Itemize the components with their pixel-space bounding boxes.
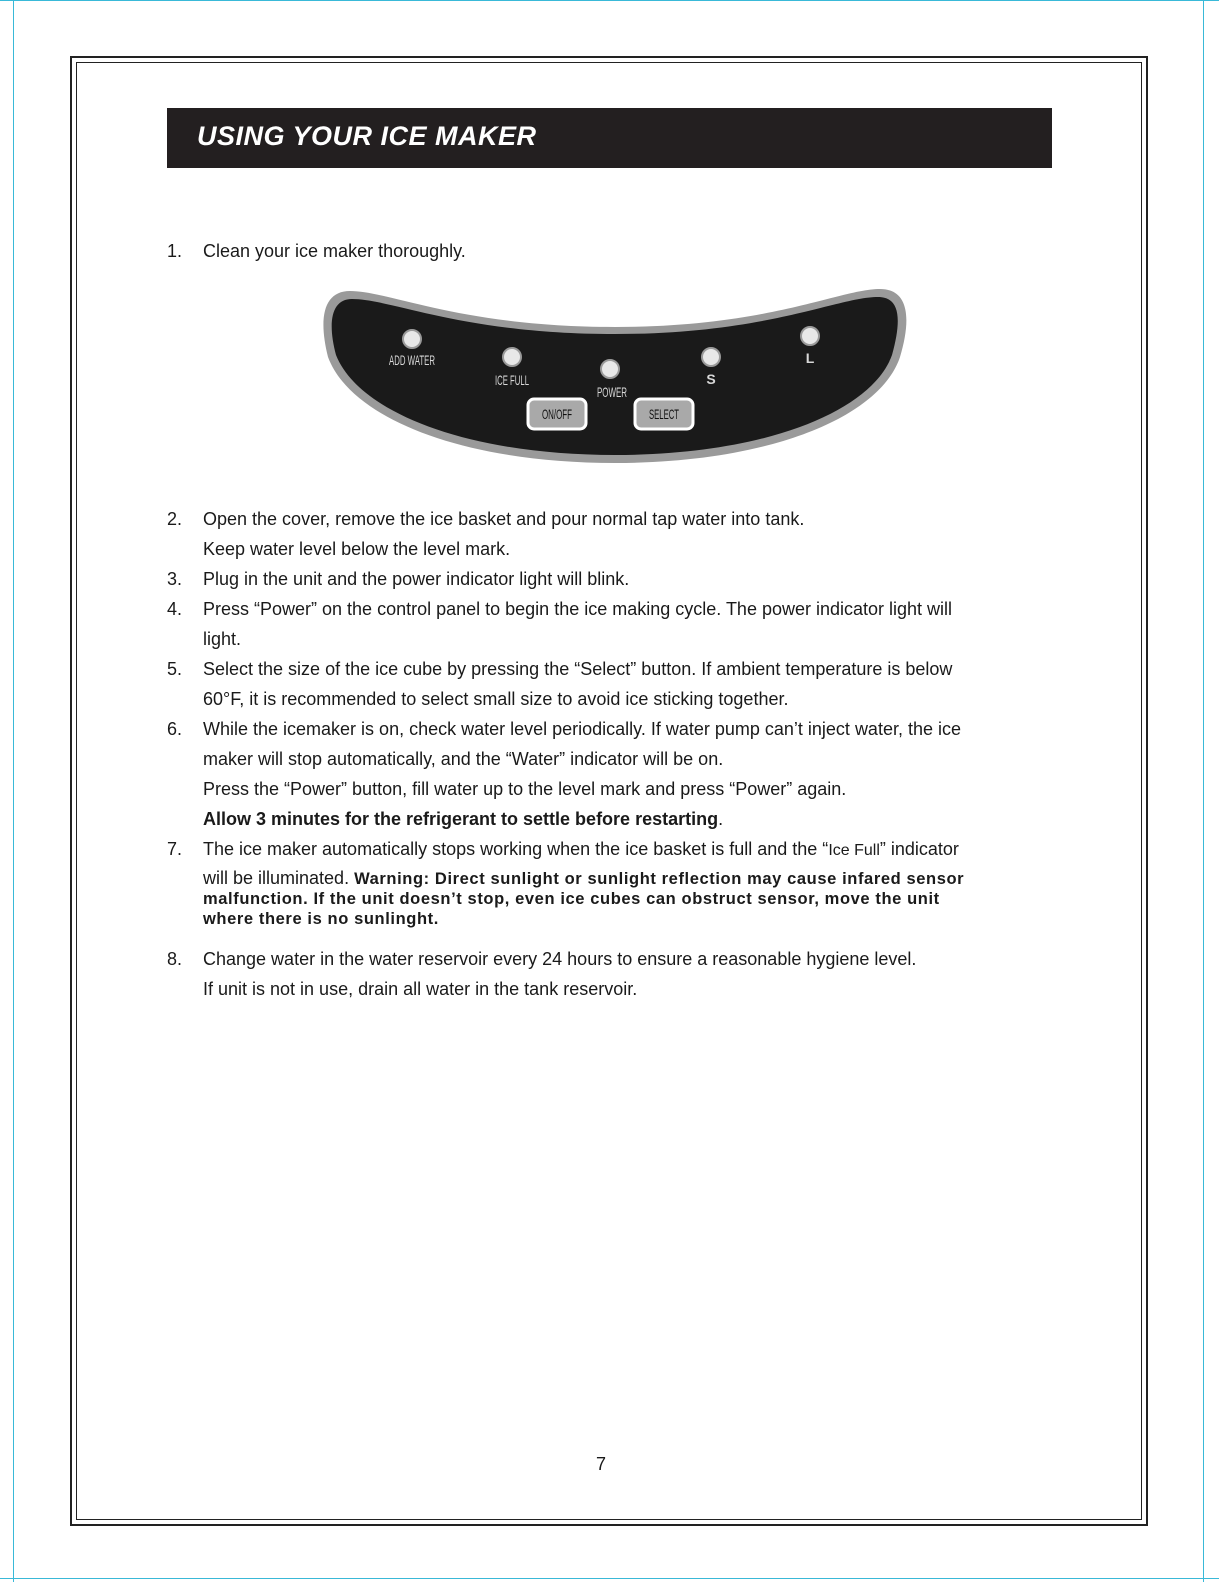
crop-mark-top	[0, 0, 1219, 1]
warning-text: where there is no sunlinght.	[203, 910, 439, 928]
add-water-label: ADD WATER	[389, 352, 435, 368]
step-text: If unit is not in use, drain all water in the tank reservoir.	[203, 979, 638, 999]
warning-line	[203, 868, 1083, 889]
step-text: light.	[203, 629, 242, 649]
crop-mark-right	[1203, 0, 1204, 1582]
step-number: 7.	[167, 839, 183, 859]
page-number: 7	[596, 1454, 607, 1474]
warning-text: malfunction. If the unit doesn’t stop, even ice cubes can obstruct sensor, move the unit	[203, 890, 940, 908]
step-text: maker will stop automatically, and the “Water” indicator will be on.	[203, 749, 724, 769]
on-off-button[interactable]	[528, 399, 586, 429]
step-text: Select the size of the ice cube by pressing the “Select” button. If ambient temperature is below	[203, 659, 953, 679]
step-number: 2.	[167, 509, 183, 529]
ice-full-term: Ice Full	[828, 842, 880, 859]
step-text	[203, 834, 1083, 866]
ice-full-label: ICE FULL	[495, 372, 530, 388]
large-size-label: L	[805, 350, 815, 366]
step-number: 6.	[167, 719, 183, 739]
step-number: 8.	[167, 949, 183, 969]
step-text: While the icemaker is on, check water level periodically. If water pump can’t inject water, the ice	[203, 719, 961, 739]
step-text: Press the “Power” button, fill water up to the level mark and press “Power” again.	[203, 779, 847, 799]
step-text: Press “Power” on the control panel to begin the ice making cycle. The power indicator light will	[203, 599, 953, 619]
step-text: Open the cover, remove the ice basket and pour normal tap water into tank.	[203, 509, 805, 529]
power-indicator-light	[601, 360, 619, 378]
crop-mark-left	[13, 0, 14, 1582]
note-suffix: .	[718, 809, 724, 829]
step-number: 1.	[167, 241, 183, 261]
select-button-label: SELECT	[649, 406, 680, 422]
step-number: 4.	[167, 599, 183, 619]
refrigerant-settle-note: Allow 3 minutes for the refrigerant to settle before restarting	[203, 809, 719, 829]
step-text: Clean your ice maker thoroughly.	[203, 241, 466, 261]
step-text-part: The ice maker automatically stops working when the ice basket is full and the “	[203, 839, 829, 859]
select-button[interactable]	[635, 399, 693, 429]
step-text-part: ” indicator	[879, 839, 959, 859]
warning-block	[203, 868, 1083, 929]
step-bold-note	[203, 804, 1083, 834]
page-title: USING YOUR ICE MAKER	[197, 121, 537, 151]
control-panel-illustration	[320, 287, 910, 467]
crop-mark-bottom	[0, 1578, 1219, 1579]
step-number: 5.	[167, 659, 183, 679]
small-size-indicator-light	[702, 348, 720, 366]
on-off-button-label: ON/OFF	[542, 406, 572, 422]
add-water-indicator-light	[403, 330, 421, 348]
power-label: POWER	[597, 384, 627, 400]
step-text-part: will be illuminated.	[203, 868, 355, 888]
ice-full-indicator-light	[503, 348, 521, 366]
step-number: 3.	[167, 569, 183, 589]
step-text: 60°F, it is recommended to select small size to avoid ice sticking together.	[203, 689, 789, 709]
small-size-label: S	[706, 371, 716, 387]
step-text: Change water in the water reservoir every 24 hours to ensure a reasonable hygiene level.	[203, 949, 917, 969]
warning-text: Warning: Direct sunlight or sunlight reflection may cause infared sensor	[354, 870, 965, 888]
large-size-indicator-light	[801, 327, 819, 345]
step-text: Keep water level below the level mark.	[203, 539, 511, 559]
section-header	[167, 108, 1052, 168]
step-text: Plug in the unit and the power indicator light will blink.	[203, 569, 630, 589]
